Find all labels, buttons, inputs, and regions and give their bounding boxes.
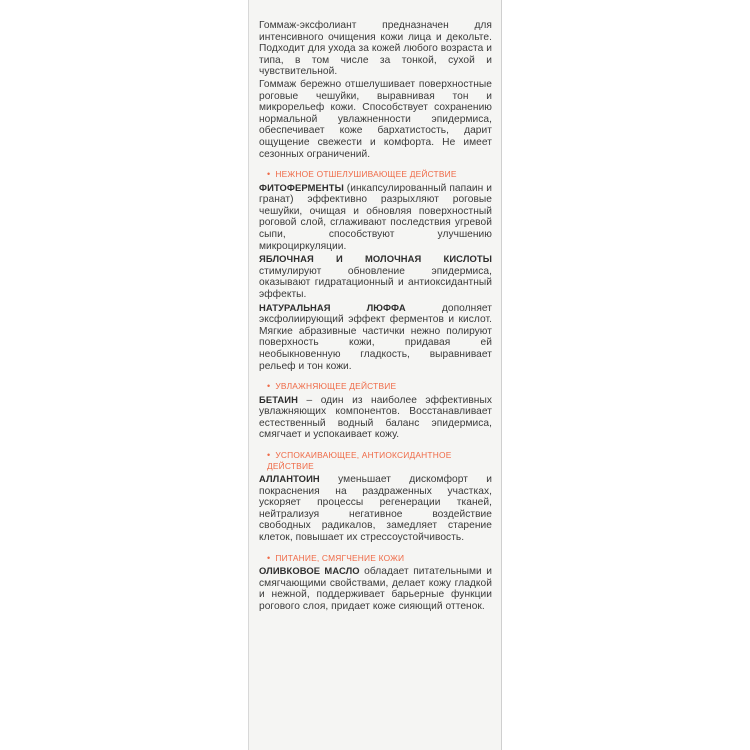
ingredient-name: ОЛИВКОВОЕ МАСЛО <box>259 565 360 577</box>
bullet-dot-icon: • <box>267 169 271 180</box>
ingredient-description: стимулируют обновление эпидермиса, оказывают гидратационный и антиоксидантный эффекты. <box>259 265 492 300</box>
section-heading-nourishing: • ПИТАНИЕ, СМЯГЧЕНИЕ КОЖИ <box>267 552 405 563</box>
ingredient-paragraph <box>259 182 492 253</box>
ingredient-name: АЛЛАНТОИН <box>259 473 320 484</box>
section-heading-exfoliation: • НЕЖНОЕ ОТШЕЛУШИВАЮЩЕЕ ДЕЙСТВИЕ <box>267 169 457 180</box>
ingredient-name: ЯБЛОЧНАЯ И МОЛОЧНАЯ КИСЛОТЫ <box>259 253 492 265</box>
intro-paragraph-1: Гоммаж-эксфолиант предназначен для интенсивного очищения кожи лица и декольте. Подходит для ухода за кожей любого возраста и типа, в том числе за тонкой, сухой и чувствительной. <box>259 20 492 78</box>
ingredient-paragraph <box>259 565 492 612</box>
ingredient-paragraph <box>259 473 492 544</box>
ingredient-paragraph <box>259 253 492 300</box>
ingredient-description: обладает питательными и смягчающими свойствами, делает кожу гладкой и нежной, поддерживает барьерные функции рогового слоя, придает коже сияющий оттенок. <box>259 566 492 612</box>
ingredient-name: НАТУРАЛЬНАЯ ЛЮФФА <box>259 301 406 313</box>
ingredient-description: уменьшает дискомфорт и покраснения на раздраженных участках, ускоряет процессы регенерации тканей, нейтрализуя негативное воздействие свободных радикалов, замедляет старение клеток, повышает их стрессоустойчивость. <box>259 474 492 543</box>
bullet-dot-icon: • <box>267 381 271 392</box>
ingredient-paragraph <box>259 302 492 373</box>
intro-paragraph-2: Гоммаж бережно отшелушивает поверхностные роговые чешуйки, выравнивая тон и микрорельеф кожи. Способствует сохранению нормальной увлажненности эпидермиса, обеспечивает коже бархатистость, дарит ощущение свежести и комфорта. Не имеет сезонных ограничений. <box>259 78 492 160</box>
bullet-dot-icon: • <box>267 450 271 460</box>
ingredient-name: ФИТОФЕРМЕНТЫ <box>259 181 344 193</box>
ingredient-paragraph <box>259 394 492 441</box>
ingredient-description: дополняет эксфолиирующий эффект ферментов и кислот. Мягкие абразивные частички нежно полируют поверхность кожи, придавая ей необыкновенную гладкость, выравнивает рельеф и тон кожи. <box>259 302 492 372</box>
section-heading-soothing: • УСПОКАИВАЮЩЕЕ, АНТИОКСИДАНТНОЕ ДЕЙСТВИЕ <box>267 450 452 471</box>
ingredient-name: БЕТАИН <box>259 393 299 405</box>
bullet-dot-icon: • <box>267 552 271 563</box>
box-left-edge <box>248 0 249 750</box>
ingredient-description: – один из наиболее эффективных увлажняющих компонентов. Восстанавливает естественный водный баланс эпидермиса, смягчает и успокаивает кожу. <box>259 394 492 441</box>
product-description <box>259 20 492 612</box>
box-right-edge <box>501 0 502 750</box>
ingredient-description: (инкапсулированный папаин и гранат) эффективно разрыхляют роговые чешуйки, очищая и обновляя поверхностный роговой слой, сглаживают последствия угревой сыпи, способствуют улучшению микроциркуляции. <box>259 182 492 252</box>
section-heading-moisturizing: • УВЛАЖНЯЮЩЕЕ ДЕЙСТВИЕ <box>267 381 397 392</box>
